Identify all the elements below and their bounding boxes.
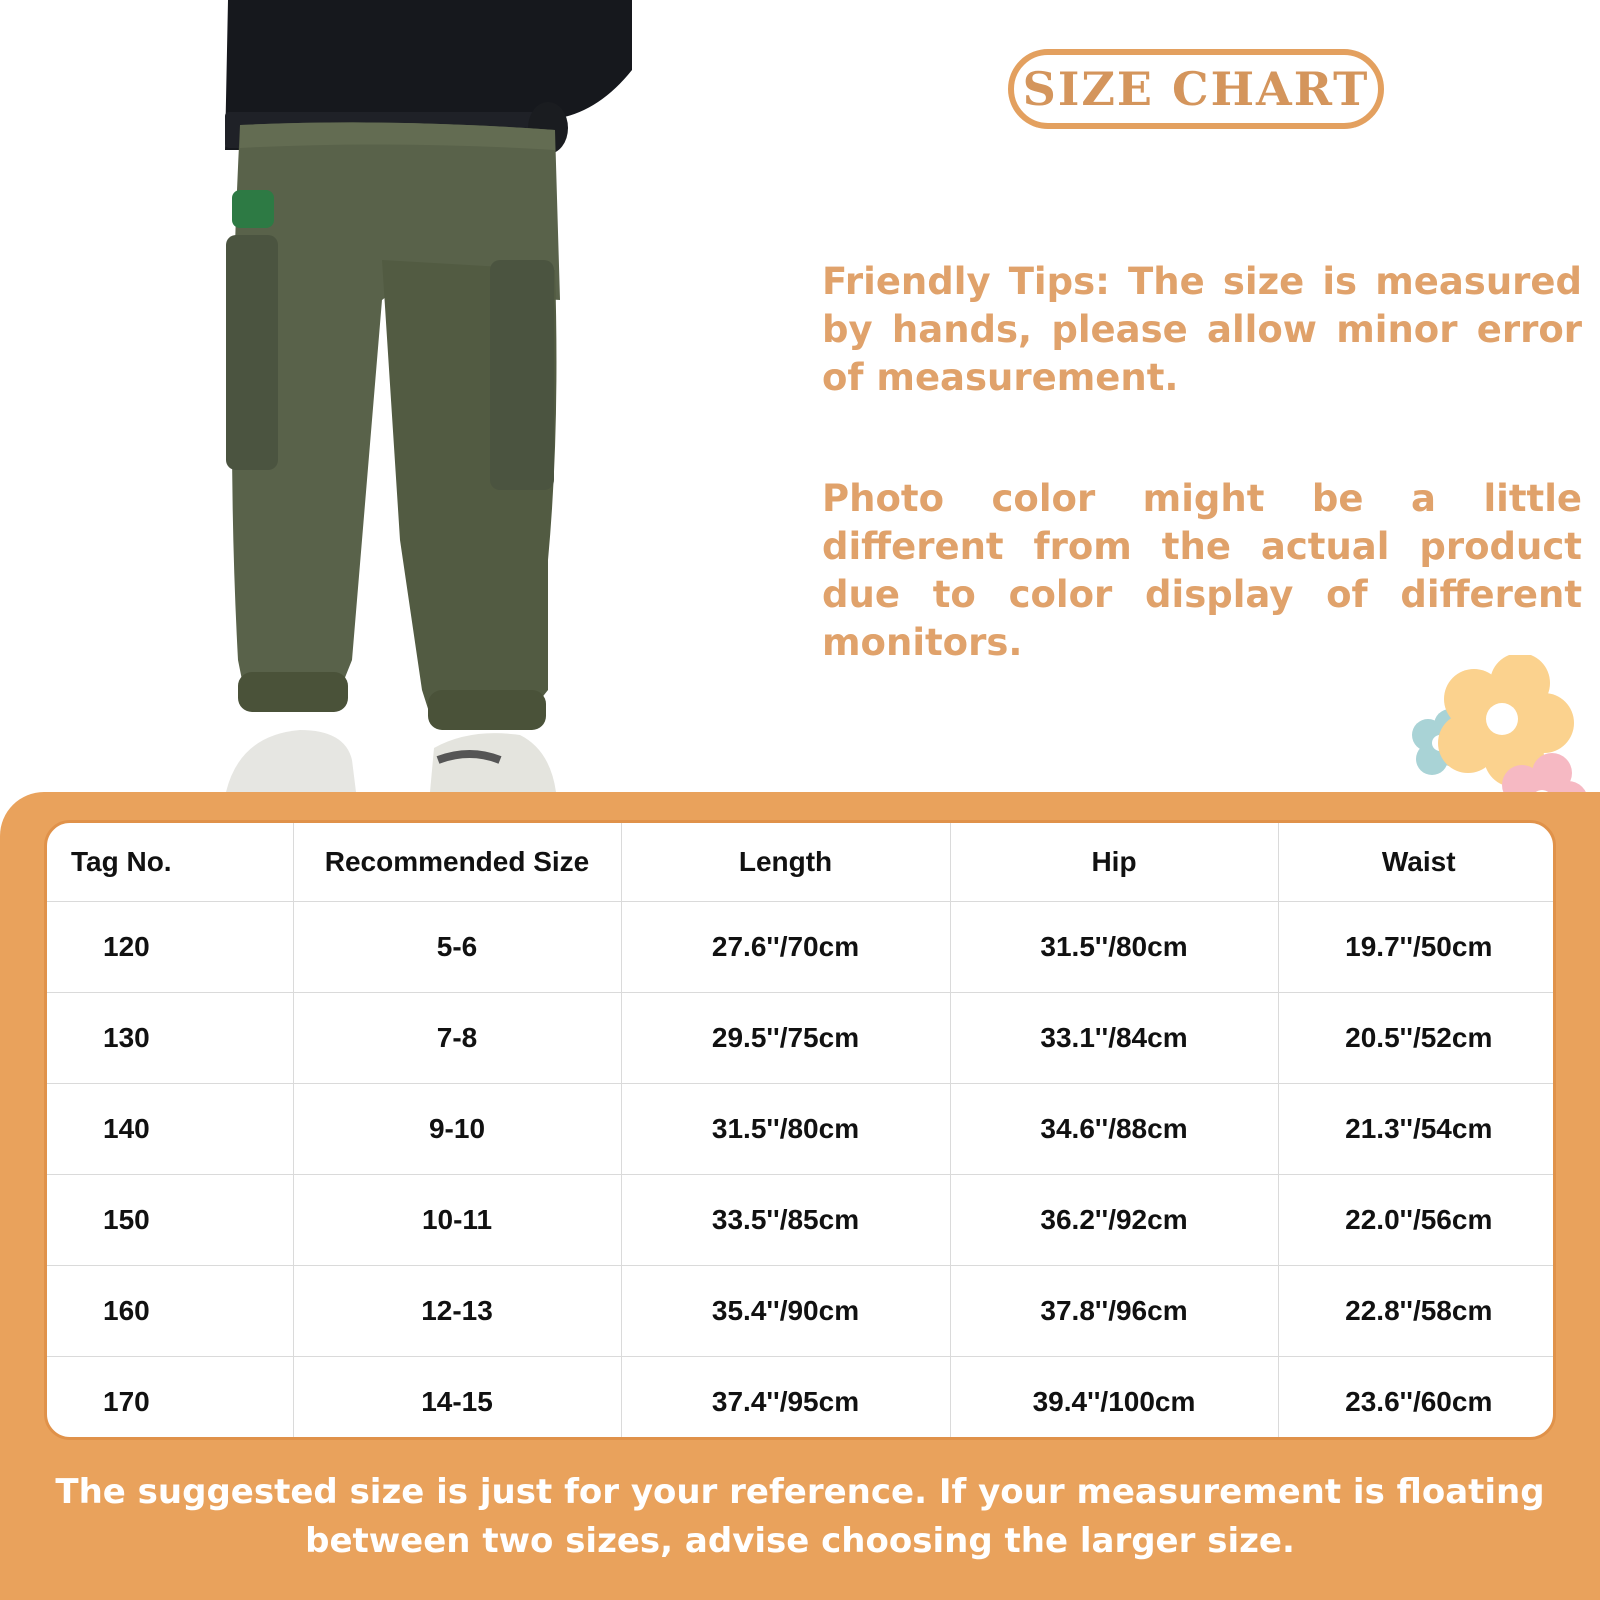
table-row [47, 902, 1556, 993]
table-row [47, 1084, 1556, 1175]
header-waist: Waist [1278, 823, 1556, 902]
cell-hip: 34.6''/88cm [950, 1084, 1278, 1175]
cell-tag: 130 [47, 993, 293, 1084]
cell-length: 29.5''/75cm [621, 993, 950, 1084]
cell-tag: 150 [47, 1175, 293, 1266]
title-badge [1008, 49, 1384, 129]
cell-length: 31.5''/80cm [621, 1084, 950, 1175]
cell-hip: 39.4''/100cm [950, 1357, 1278, 1441]
product-image [0, 0, 700, 800]
size-table-card [44, 820, 1556, 1440]
color-tip: Photo color might be a little different from the actual product due to color display of different monitors. [822, 477, 1582, 664]
cell-size: 10-11 [293, 1175, 621, 1266]
header-length: Length [621, 823, 950, 902]
header-recommended-size: Recommended Size [293, 823, 621, 902]
cell-hip: 33.1''/84cm [950, 993, 1278, 1084]
cell-waist: 22.0''/56cm [1278, 1175, 1556, 1266]
size-table [47, 823, 1556, 1440]
green-tab [232, 190, 274, 228]
cell-waist: 23.6''/60cm [1345, 1386, 1493, 1417]
cell-size: 9-10 [293, 1084, 621, 1175]
cell-hip: 37.8''/96cm [950, 1266, 1278, 1357]
cargo-pocket-left [226, 235, 278, 470]
cell-tag: 170 [47, 1357, 293, 1441]
cargo-pocket-right [490, 260, 554, 490]
header-tag-no: Tag No. [47, 823, 293, 902]
cell-hip: 31.5''/80cm [950, 902, 1278, 993]
table-row [47, 1175, 1556, 1266]
table-row [47, 1266, 1556, 1357]
footer-note: The suggested size is just for your reference. If your measurement is floating between two sizes, advise choosing the larger size. [55, 1472, 1545, 1561]
header-hip: Hip [950, 823, 1278, 902]
cell-tag: 140 [47, 1084, 293, 1175]
cell-hip: 36.2''/92cm [950, 1175, 1278, 1266]
cell-length: 37.4''/95cm [621, 1357, 950, 1441]
table-header-row [47, 823, 1556, 902]
cell-tag: 160 [47, 1266, 293, 1357]
cell-waist: 20.5''/52cm [1278, 993, 1556, 1084]
table-row [47, 1357, 1556, 1441]
shoe-right [430, 733, 556, 792]
cell-waist: 19.7''/50cm [1278, 902, 1556, 993]
cell-waist: 22.8''/58cm [1278, 1266, 1556, 1357]
cell-length: 27.6''/70cm [621, 902, 950, 993]
cell-size: 5-6 [293, 902, 621, 993]
table-row [47, 993, 1556, 1084]
cell-waist: 21.3''/54cm [1278, 1084, 1556, 1175]
shoe-left [226, 730, 356, 792]
page-title: SIZE CHART [1022, 62, 1370, 116]
cell-size: 14-15 [293, 1357, 621, 1441]
cuff-right [428, 690, 546, 730]
cuff-left [238, 672, 348, 712]
cell-tag: 120 [47, 902, 293, 993]
cell-length: 33.5''/85cm [621, 1175, 950, 1266]
cell-size: 12-13 [293, 1266, 621, 1357]
cell-size: 7-8 [293, 993, 621, 1084]
cell-length: 35.4''/90cm [621, 1266, 950, 1357]
friendly-tip: Friendly Tips: The size is measured by hands, please allow minor error of measurement. [822, 260, 1582, 399]
